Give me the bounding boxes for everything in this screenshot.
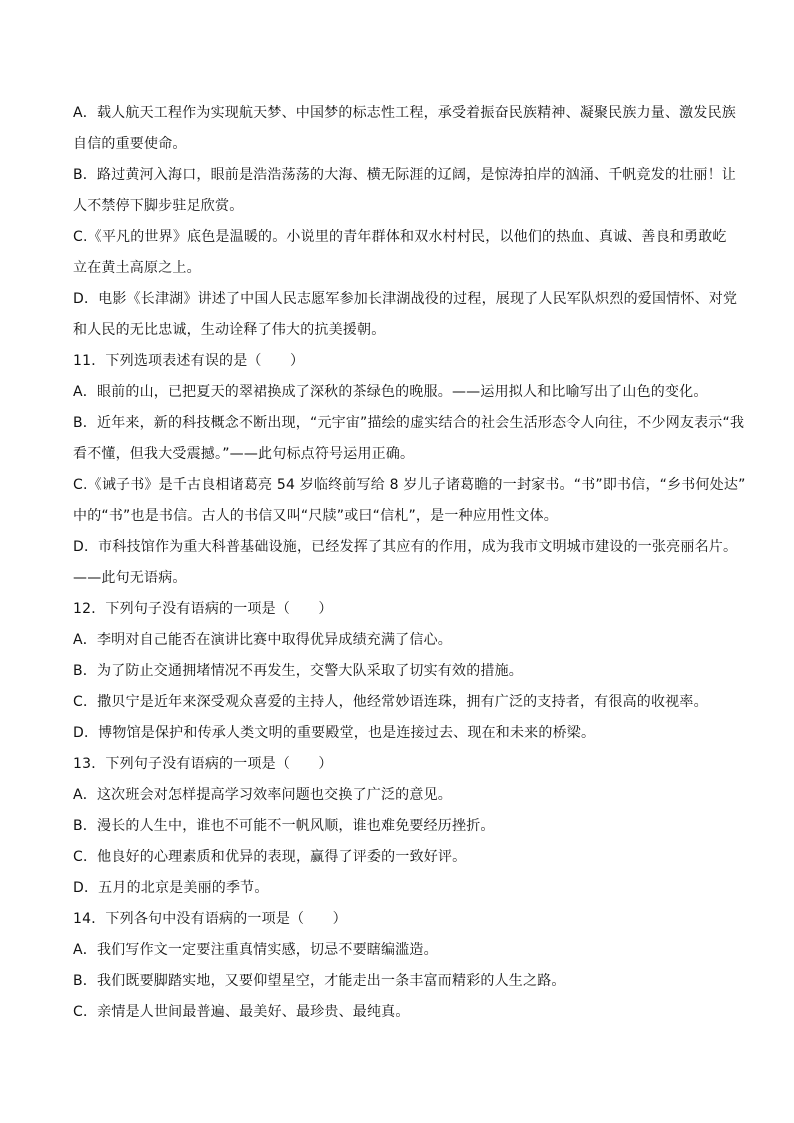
text-line: 自信的重要使命。 xyxy=(73,136,187,152)
text-line: D．博物馆是保护和传承人类文明的重要殿堂，也是连接过去、现在和未来的桥梁。 xyxy=(73,725,596,741)
text-line: A．李明对自己能否在演讲比赛中取得优异成绩充满了信心。 xyxy=(73,632,452,648)
text-line: 立在黄土高原之上。 xyxy=(73,260,201,276)
text-line: A．这次班会对怎样提高学习效率问题也交换了广泛的意见。 xyxy=(73,787,452,803)
text-line: 中的“书”也是书信。古人的书信又叫“尺牍”或曰“信札”，是一种应用性文体。 xyxy=(73,508,558,524)
text-line: D．电影《长津湖》讲述了中国人民志愿军参加长津湖战役的过程，展现了人民军队炽烈的爱国情怀、对党 xyxy=(73,291,738,307)
text-line: C.《平凡的世界》底色是温暖的。小说里的青年群体和双水村村民，以他们的热血、真诚、善良和勇敢屹 xyxy=(73,229,727,245)
text-line: C．他良好的心理素质和优异的表现，赢得了评委的一致好评。 xyxy=(73,849,467,865)
text-line: 人不禁停下脚步驻足欣赏。 xyxy=(73,198,244,214)
text-line: ——此句无语病。 xyxy=(73,570,187,586)
text-line: A．眼前的山，已把夏天的翠裙换成了深秋的茶绿色的晚服。——运用拟人和比喻写出了山色的变化。 xyxy=(73,384,708,400)
text-line: B．我们既要脚踏实地，又要仰望星空，才能走出一条丰富而精彩的人生之路。 xyxy=(73,973,566,989)
text-line: A．载人航天工程作为实现航天梦、中国梦的标志性工程，承受着振奋民族精神、凝聚民族力量、激发民族 xyxy=(73,105,736,121)
question-11-title: 11．下列选项表述有误的是（ ） xyxy=(73,353,305,369)
text-line: 看不懂，但我大受震撼。”——此句标点符号运用正确。 xyxy=(73,446,415,462)
text-line: C．撒贝宁是近年来深受观众喜爱的主持人，他经常妙语连珠，拥有广泛的支持者，有很高的收视率。 xyxy=(73,694,708,710)
text-line: B．为了防止交通拥堵情况不再发生，交警大队采取了切实有效的措施。 xyxy=(73,663,524,679)
text-line: D．五月的北京是美丽的季节。 xyxy=(73,880,269,896)
text-line: C.《诫子书》是千古良相诸葛亮 54 岁临终前写给 8 岁儿子诸葛瞻的一封家书。“书”即书信，“乡书何处达” xyxy=(73,477,746,493)
text-line: A．我们写作文一定要注重真情实感，切忌不要瞎编滥造。 xyxy=(73,942,438,958)
text-line: C．亲情是人世间最普遍、最美好、最珍贵、最纯真。 xyxy=(73,1004,410,1020)
question-14-title: 14．下列各句中没有语病的一项是（ ） xyxy=(73,911,347,927)
question-13-title: 13．下列句子没有语病的一项是（ ） xyxy=(73,756,333,772)
text-line: D．市科技馆作为重大科普基础设施，已经发挥了其应有的作用，成为我市文明城市建设的一张亮丽名片。 xyxy=(73,539,738,555)
text-line: B．漫长的人生中，谁也不可能不一帆风顺，谁也难免要经历挫折。 xyxy=(73,818,495,834)
text-line: 和人民的无比忠诚，生动诠释了伟大的抗美援朝。 xyxy=(73,322,386,338)
document-page xyxy=(73,98,746,1028)
text-line: B．近年来，新的科技概念不断出现，“元宇宙”描绘的虚实结合的社会生活形态令人向往，不少网友表示“我 xyxy=(73,415,745,431)
question-12-title: 12．下列句子没有语病的一项是（ ） xyxy=(73,601,333,617)
text-line: B．路过黄河入海口，眼前是浩浩荡荡的大海、横无际涯的辽阔，是惊涛拍岸的汹涌、千帆竞发的壮丽！让 xyxy=(73,167,737,183)
